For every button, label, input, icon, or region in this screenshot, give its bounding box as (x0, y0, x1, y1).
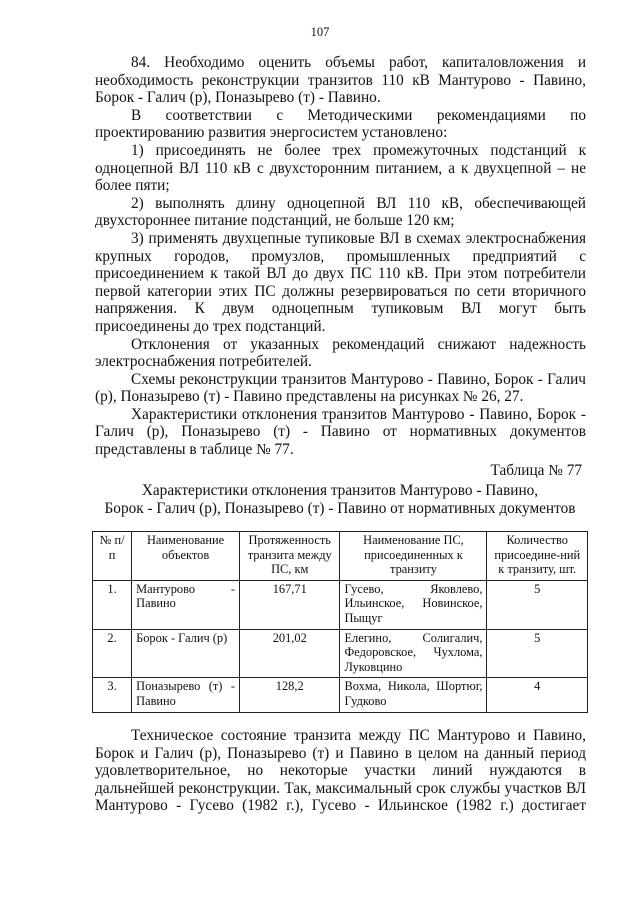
table-title-line-2: Борок - Галич (р), Поназырево (т) - Павино от нормативных документов (104, 499, 576, 517)
cell-object-name: Поназырево (т) - Павино (132, 678, 240, 712)
paragraph-characteristics: Характеристики отклонения транзитов Мантурово - Павино, Борок - Галич (р), Поназырево (т) - Павино от нормативных документов представлены в таблице № 77. (95, 405, 586, 459)
cell-connection-count: 5 (487, 629, 588, 678)
table-row (93, 678, 588, 712)
header-length: Протяженность транзита между ПС, км (240, 532, 340, 581)
cell-number: 2. (93, 629, 132, 678)
table-header-row (93, 532, 588, 581)
cell-object-name: Мантурово - Павино (132, 580, 240, 629)
list-item-3: 3) применять двухцепные тупиковые ВЛ в схемах электроснабжения крупных городов, промузлов, промышленных предприятий с присоединением к такой ВЛ до двух ПС 110 кВ. При этом потребители первой категории этих ПС должны резервироваться по сети вторичного напряжения. К двум одноцепным тупиковым ВЛ могут быть присоединены до трех подстанций. (95, 229, 586, 335)
page-number: 107 (310, 25, 330, 39)
body-text-top (95, 54, 586, 459)
cell-substations: Елегино, Солигалич, Федоровское, Чухлома, Луковцино (340, 629, 487, 678)
table-row (93, 629, 588, 678)
cell-number: 1. (93, 580, 132, 629)
table-title (60, 482, 620, 517)
cell-number: 3. (93, 678, 132, 712)
table-title-line-1: Характеристики отклонения транзитов Мантурово - Павино, (141, 482, 539, 499)
paragraph-technical-state: Техническое состояние транзита между ПС Мантурово и Павино, Борок и Галич (р), Поназырево (т) и Павино в целом на данный период удовлетворительное, но некоторые участки линий нуждаются в дальнейшей реконструкции. Так, максимальный срок службы участков ВЛ Мантурово - Гусево (1982 г.), Гусево - Ильинское (1982 г.) достигает (95, 727, 586, 815)
cell-connection-count: 4 (487, 678, 588, 712)
cell-length: 167,71 (240, 580, 340, 629)
paragraph-methodology: В соответствии с Методическими рекомендациями по проектированию развития энергосистем установлено: (95, 106, 586, 142)
header-substations: Наименование ПС, присоединенных к транзиту (340, 532, 487, 581)
deviation-table (92, 531, 588, 713)
cell-substations: Гусево, Яковлево, Ильинское, Новинское, Пыщуг (340, 580, 487, 629)
cell-object-name: Борок - Галич (р) (132, 629, 240, 678)
cell-connection-count: 5 (487, 580, 588, 629)
paragraph-schemes: Схемы реконструкции транзитов Мантурово - Павино, Борок - Галич (р), Поназырево (т) - Павино представлены на рисунках № 26, 27. (95, 370, 586, 406)
cell-length: 128,2 (240, 678, 340, 712)
header-object-name: Наименование объектов (132, 532, 240, 581)
header-connection-count: Количество присоедине-ний к транзиту, шт. (487, 532, 588, 581)
body-text-bottom (95, 727, 586, 815)
table-caption: Таблица № 77 (490, 462, 582, 479)
table-row (93, 580, 588, 629)
paragraph-84: 84. Необходимо оценить объемы работ, капиталовложения и необходимость реконструкции транзитов 110 кВ Мантурово - Павино, Борок - Галич (р), Поназырево (т) - Павино. (95, 54, 586, 107)
header-number: № п/п (93, 532, 132, 581)
list-item-2: 2) выполнять длину одноцепной ВЛ 110 кВ, обеспечивающей двухстороннее питание подстанций, не больше 120 км; (95, 194, 586, 230)
paragraph-deviations: Отклонения от указанных рекомендаций снижают надежность электроснабжения потребителей. (95, 335, 586, 371)
list-item-1: 1) присоединять не более трех промежуточных подстанций к одноцепной ВЛ 110 кВ с двухсторонним питанием, а к двухцепной – не более пяти; (95, 141, 586, 195)
cell-substations: Вохма, Никола, Шортюг, Гудково (340, 678, 487, 712)
cell-length: 201,02 (240, 629, 340, 678)
